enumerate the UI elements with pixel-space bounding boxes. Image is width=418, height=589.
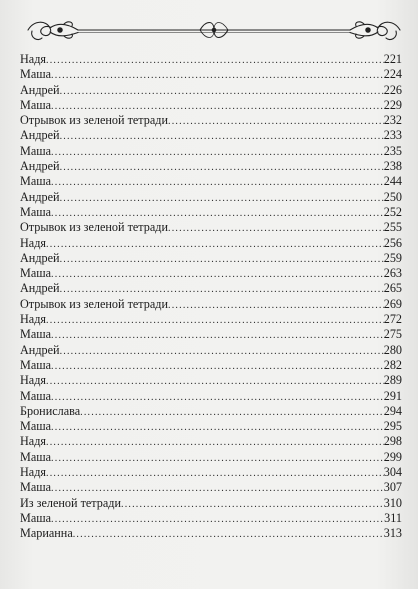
toc-entry-title: Маша [20,419,52,434]
toc-entry-page: 289 [383,373,402,388]
toc-entry [20,465,402,480]
toc-entry [20,526,402,541]
toc-entry-page: 229 [383,97,402,112]
toc-entry-title: Андрей [20,189,60,204]
toc-entry [20,113,402,128]
toc-entry-page: 221 [383,52,402,66]
toc-leader-dots [60,191,384,205]
toc-leader-dots [51,267,384,281]
toc-entry [20,312,402,327]
toc-entry [20,434,402,449]
toc-leader-dots [121,497,384,511]
toc-leader-dots [46,53,384,67]
toc-entry-page: 224 [383,67,402,82]
toc-entry-title: Из зеленой тетради [20,495,121,510]
toc-leader-dots [51,175,384,189]
toc-entry-page: 265 [383,281,402,296]
toc-entry-page: 310 [383,495,402,510]
toc-entry [20,205,402,220]
toc-entry-page: 275 [383,327,402,342]
toc-entry-title: Марианна [20,526,73,541]
table-of-contents [20,52,402,542]
toc-entry-title: Андрей [20,128,60,143]
toc-entry-page: 282 [383,357,402,372]
toc-entry-title: Отрывок из зеленой тетради [20,113,169,128]
toc-entry-title: Маша [20,480,52,495]
toc-entry-page: 250 [383,189,402,204]
toc-entry-title: Отрывок из зеленой тетради [20,296,169,311]
toc-entry [20,480,402,495]
toc-leader-dots [46,374,384,388]
toc-leader-dots [51,99,384,113]
toc-entry-title: Маша [20,357,52,372]
toc-entry-title: Надя [20,465,47,480]
toc-entry [20,83,402,98]
toc-entry-page: 294 [383,403,402,418]
toc-leader-dots [51,359,384,373]
toc-leader-dots [51,328,384,342]
toc-entry [20,373,402,388]
toc-leader-dots [60,84,384,98]
toc-entry [20,511,402,526]
toc-entry-page: 304 [383,465,402,480]
toc-leader-dots [60,252,384,266]
toc-entry [20,496,402,511]
toc-entry [20,266,402,281]
toc-leader-dots [46,435,384,449]
toc-leader-dots [60,160,384,174]
toc-entry-title: Маша [20,388,52,403]
toc-entry-page: 299 [383,449,402,464]
toc-leader-dots [60,129,384,143]
toc-entry-page: 307 [383,480,402,495]
toc-entry-title: Надя [20,52,47,66]
toc-entry-page: 291 [383,388,402,403]
toc-entry-title: Маша [20,204,52,219]
toc-entry-title: Надя [20,434,47,449]
toc-entry-page: 259 [383,250,402,265]
toc-leader-dots [51,451,384,465]
toc-entry [20,404,402,419]
toc-entry [20,297,402,312]
toc-entry-page: 226 [383,82,402,97]
toc-entry-page: 256 [383,235,402,250]
toc-entry-title: Маша [20,143,52,158]
toc-entry [20,343,402,358]
toc-entry-page: 313 [383,526,402,541]
toc-leader-dots [51,145,384,159]
toc-entry [20,327,402,342]
toc-leader-dots [51,420,384,434]
toc-entry [20,281,402,296]
toc-leader-dots [46,313,384,327]
toc-entry [20,144,402,159]
toc-entry-title: Андрей [20,281,60,296]
toc-leader-dots [51,390,384,404]
toc-entry-page: 255 [383,220,402,235]
toc-entry-title: Надя [20,373,47,388]
toc-leader-dots [51,481,384,495]
toc-leader-dots [168,114,384,128]
toc-entry [20,128,402,143]
decorative-scroll-divider-icon [20,14,408,46]
toc-entry-page: 298 [383,434,402,449]
toc-leader-dots [80,405,384,419]
toc-entry-page: 311 [384,510,402,525]
toc-leader-dots [168,298,384,312]
toc-leader-dots [51,206,384,220]
toc-entry [20,159,402,174]
toc-entry-title: Маша [20,510,52,525]
toc-entry [20,52,402,67]
toc-entry-title: Андрей [20,342,60,357]
toc-entry-title: Отрывок из зеленой тетради [20,220,169,235]
toc-entry [20,358,402,373]
toc-entry-title: Андрей [20,250,60,265]
toc-entry [20,251,402,266]
toc-entry-page: 280 [383,342,402,357]
toc-leader-dots [51,512,384,526]
toc-entry-page: 269 [383,296,402,311]
toc-entry-title: Маша [20,67,52,82]
toc-entry [20,419,402,434]
toc-entry [20,67,402,82]
toc-entry [20,450,402,465]
toc-entry-page: 263 [383,266,402,281]
toc-entry-page: 252 [383,204,402,219]
toc-entry-title: Бронислава [20,403,81,418]
toc-leader-dots [46,466,384,480]
toc-entry [20,220,402,235]
toc-entry-page: 272 [383,312,402,327]
toc-entry-title: Надя [20,312,47,327]
toc-leader-dots [73,527,384,541]
toc-entry-title: Маша [20,449,52,464]
toc-entry [20,190,402,205]
toc-entry-title: Андрей [20,159,60,174]
toc-entry [20,236,402,251]
toc-entry-title: Маша [20,266,52,281]
toc-leader-dots [51,68,384,82]
toc-leader-dots [168,221,384,235]
toc-entry [20,98,402,113]
toc-entry-title: Маша [20,97,52,112]
toc-entry-page: 233 [383,128,402,143]
toc-entry [20,389,402,404]
toc-entry-page: 238 [383,159,402,174]
toc-leader-dots [60,344,384,358]
toc-leader-dots [60,282,384,296]
toc-entry-page: 244 [383,174,402,189]
toc-entry-page: 295 [383,419,402,434]
toc-entry-title: Андрей [20,82,60,97]
toc-entry-page: 235 [383,143,402,158]
toc-entry-page: 232 [383,113,402,128]
toc-entry-title: Надя [20,235,47,250]
toc-entry [20,174,402,189]
toc-leader-dots [46,237,384,251]
toc-entry-title: Маша [20,174,52,189]
toc-entry-title: Маша [20,327,52,342]
